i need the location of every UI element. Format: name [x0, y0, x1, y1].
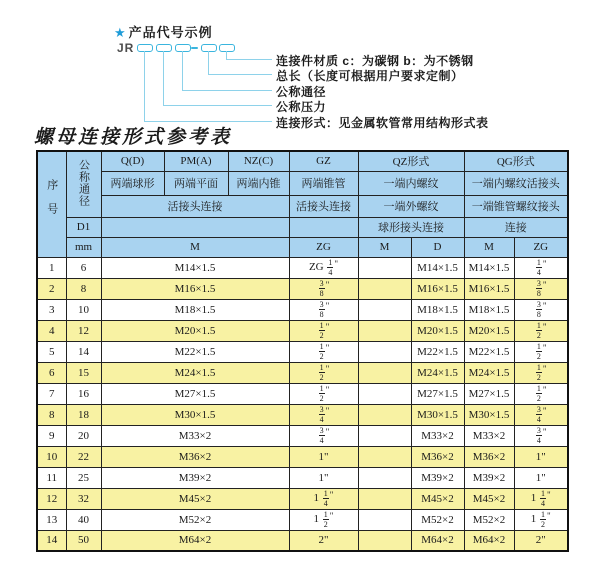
- table-row: [37, 530, 568, 551]
- qz-m-cell: [358, 425, 411, 446]
- connector-line: [182, 51, 183, 90]
- qz-d-cell: M22×1.5: [411, 341, 464, 362]
- fraction: $\frac{1}{2}$: [536, 363, 541, 382]
- header-desc-nzc: 两端内锥: [228, 171, 289, 195]
- header-unit-qz-m: M: [358, 237, 411, 257]
- m-cell: M16×1.5: [101, 278, 289, 299]
- header-dn: 公称通径: [66, 151, 101, 217]
- connector-line: [163, 105, 272, 106]
- header-group-pma: PM(A): [164, 151, 228, 171]
- qg-m-cell: M36×2: [464, 446, 514, 467]
- diagram-label-material: 连接件材质 c：为碳钢 b：为不锈钢: [276, 54, 474, 68]
- gz-cell: $\frac{1}{2}$ ": [289, 320, 358, 341]
- seq-cell: 10: [37, 446, 66, 467]
- m-cell: M27×1.5: [101, 383, 289, 404]
- connector-line: [208, 74, 272, 75]
- header-unit-qg-zg: ZG: [514, 237, 568, 257]
- seq-cell: 11: [37, 467, 66, 488]
- fraction: $\frac{1}{2}$: [319, 363, 324, 382]
- qg-m-cell: M20×1.5: [464, 320, 514, 341]
- fraction: $\frac{3}{4}$: [319, 405, 324, 424]
- seq-cell: 8: [37, 404, 66, 425]
- header-unit-zg: ZG: [289, 237, 358, 257]
- fraction: $\frac{1}{2}$: [323, 510, 328, 529]
- header-group-nzc: NZ(C): [228, 151, 289, 171]
- qz-m-cell: [358, 530, 411, 551]
- qz-m-cell: [358, 509, 411, 530]
- qz-m-cell: [358, 446, 411, 467]
- header-unit-m: M: [101, 237, 289, 257]
- qg-zg-cell: $\frac{3}{8}$ ": [514, 299, 568, 320]
- qg-m-cell: M16×1.5: [464, 278, 514, 299]
- code-box-5: [219, 44, 235, 52]
- seq-cell: 9: [37, 425, 66, 446]
- m-cell: M39×2: [101, 467, 289, 488]
- header-desc-qg: 一端内螺纹活接头: [464, 171, 568, 195]
- qz-d-cell: M27×1.5: [411, 383, 464, 404]
- code-box-1: [137, 44, 153, 52]
- m-cell: M20×1.5: [101, 320, 289, 341]
- fraction: $\frac{3}{8}$: [319, 300, 324, 319]
- dn-cell: 18: [66, 404, 101, 425]
- qg-m-cell: M24×1.5: [464, 362, 514, 383]
- table-row: [37, 467, 568, 488]
- qg-zg-cell: 2": [514, 530, 568, 551]
- header-blank-gz: [289, 217, 358, 237]
- qg-zg-cell: $\frac{1}{2}$ ": [514, 341, 568, 362]
- qz-d-cell: M39×2: [411, 467, 464, 488]
- fraction: $\frac{1}{2}$: [536, 342, 541, 361]
- table-row: [37, 299, 568, 320]
- qg-zg-cell: $\frac{3}{8}$ ": [514, 278, 568, 299]
- gz-cell: $\frac{3}{8}$ ": [289, 299, 358, 320]
- qg-zg-cell: $\frac{1}{4}$ ": [514, 257, 568, 278]
- qz-d-cell: M24×1.5: [411, 362, 464, 383]
- gz-cell: $\frac{3}{4}$ ": [289, 425, 358, 446]
- gz-cell: 1 $\frac{1}{4}$ ": [289, 488, 358, 509]
- fraction: $\frac{1}{2}$: [536, 321, 541, 340]
- m-cell: M30×1.5: [101, 404, 289, 425]
- gz-cell: 1": [289, 446, 358, 467]
- fraction: $\frac{3}{8}$: [536, 279, 541, 298]
- gz-cell: 1 $\frac{1}{2}$ ": [289, 509, 358, 530]
- qg-m-cell: M45×2: [464, 488, 514, 509]
- table-row: [37, 257, 568, 278]
- star-icon: ★: [114, 25, 127, 40]
- qz-d-cell: M18×1.5: [411, 299, 464, 320]
- qz-d-cell: M36×2: [411, 446, 464, 467]
- qz-d-cell: M64×2: [411, 530, 464, 551]
- gz-cell: $\frac{3}{8}$ ": [289, 278, 358, 299]
- table-row: [37, 404, 568, 425]
- qg-zg-cell: $\frac{1}{2}$ ": [514, 383, 568, 404]
- qz-d-cell: M33×2: [411, 425, 464, 446]
- qg-m-cell: M27×1.5: [464, 383, 514, 404]
- qz-d-cell: M14×1.5: [411, 257, 464, 278]
- table-row: [37, 509, 568, 530]
- gz-cell: ZG $\frac{1}{4}$ ": [289, 257, 358, 278]
- m-cell: M14×1.5: [101, 257, 289, 278]
- header-seq: 序号: [37, 151, 66, 257]
- code-dash: [191, 47, 198, 49]
- m-cell: M22×1.5: [101, 341, 289, 362]
- qz-m-cell: [358, 362, 411, 383]
- table-row: [37, 446, 568, 467]
- qz-m-cell: [358, 257, 411, 278]
- qz-m-cell: [358, 299, 411, 320]
- gz-cell: 1": [289, 467, 358, 488]
- gz-cell: $\frac{1}{2}$ ": [289, 362, 358, 383]
- qz-d-cell: M16×1.5: [411, 278, 464, 299]
- m-cell: M33×2: [101, 425, 289, 446]
- fraction: $\frac{1}{4}$: [323, 489, 328, 508]
- fraction: $\frac{1}{2}$: [541, 510, 546, 529]
- fraction: $\frac{3}{8}$: [319, 279, 324, 298]
- fraction: $\frac{3}{8}$: [536, 300, 541, 319]
- m-cell: M52×2: [101, 509, 289, 530]
- seq-cell: 14: [37, 530, 66, 551]
- qg-zg-cell: 1": [514, 446, 568, 467]
- qg-zg-cell: 1 $\frac{1}{2}$ ": [514, 509, 568, 530]
- diagram-label-pressure: 公称压力: [276, 100, 327, 114]
- dn-cell: 15: [66, 362, 101, 383]
- header-group-gz: GZ: [289, 151, 358, 171]
- code-box-2: [156, 44, 172, 52]
- qz-m-cell: [358, 488, 411, 509]
- fraction: $\frac{1}{4}$: [328, 258, 333, 277]
- qg-m-cell: M39×2: [464, 467, 514, 488]
- header-group-qd: Q(D): [101, 151, 164, 171]
- table-row: [37, 320, 568, 341]
- header-desc-qd: 两端球形: [101, 171, 164, 195]
- table-row: [37, 278, 568, 299]
- table-row: [37, 362, 568, 383]
- qg-m-cell: M30×1.5: [464, 404, 514, 425]
- diagram-label-connection: 连接形式：见金属软管常用结构形式表: [276, 116, 489, 130]
- seq-cell: 1: [37, 257, 66, 278]
- connector-line: [163, 51, 164, 105]
- m-cell: M24×1.5: [101, 362, 289, 383]
- dn-cell: 8: [66, 278, 101, 299]
- m-cell: M64×2: [101, 530, 289, 551]
- m-cell: M45×2: [101, 488, 289, 509]
- connector-line: [226, 59, 272, 60]
- header-conn: 连接: [464, 217, 568, 237]
- table-row: [37, 425, 568, 446]
- fraction: $\frac{3}{4}$: [536, 426, 541, 445]
- qz-m-cell: [358, 341, 411, 362]
- header-desc-qz: 一端内螺纹: [358, 171, 464, 195]
- seq-cell: 2: [37, 278, 66, 299]
- table-title: 螺母连接形式参考表: [34, 126, 233, 148]
- diagram-title: [114, 22, 213, 41]
- m-cell: M36×2: [101, 446, 289, 467]
- qg-m-cell: M18×1.5: [464, 299, 514, 320]
- gz-cell: $\frac{3}{4}$ ": [289, 404, 358, 425]
- seq-cell: 7: [37, 383, 66, 404]
- qg-zg-cell: $\frac{1}{2}$ ": [514, 362, 568, 383]
- dn-cell: 22: [66, 446, 101, 467]
- qg-m-cell: M22×1.5: [464, 341, 514, 362]
- qz-m-cell: [358, 278, 411, 299]
- dn-cell: 40: [66, 509, 101, 530]
- connector-line: [182, 90, 272, 91]
- qz-m-cell: [358, 383, 411, 404]
- dn-cell: 25: [66, 467, 101, 488]
- fraction: $\frac{1}{2}$: [536, 384, 541, 403]
- dn-cell: 10: [66, 299, 101, 320]
- header-conn-gz: 活接头连接: [289, 195, 358, 217]
- connector-line: [144, 51, 145, 121]
- dn-cell: 50: [66, 530, 101, 551]
- fraction: $\frac{3}{4}$: [319, 426, 324, 445]
- diagram-label-length: 总长（长度可根据用户要求定制）: [276, 69, 464, 83]
- qz-m-cell: [358, 404, 411, 425]
- qg-zg-cell: 1": [514, 467, 568, 488]
- code-box-4: [201, 44, 217, 52]
- table-row: [37, 488, 568, 509]
- dn-cell: 32: [66, 488, 101, 509]
- reference-table: [36, 150, 569, 552]
- qz-m-cell: [358, 467, 411, 488]
- header-mm: mm: [66, 237, 101, 257]
- diagram-label-diameter: 公称通径: [276, 85, 327, 99]
- diagram-title-text: 产品代号示例: [128, 25, 213, 40]
- qg-m-cell: M52×2: [464, 509, 514, 530]
- connector-line: [226, 51, 227, 59]
- seq-cell: 4: [37, 320, 66, 341]
- seq-cell: 3: [37, 299, 66, 320]
- header-d1: D1: [66, 217, 101, 237]
- qg-zg-cell: $\frac{3}{4}$ ": [514, 404, 568, 425]
- header-unit-qz-d: D: [411, 237, 464, 257]
- gz-cell: 2": [289, 530, 358, 551]
- code-box-3: [175, 44, 191, 52]
- qg-m-cell: M33×2: [464, 425, 514, 446]
- header-conn-qg: 一端锥管螺纹接头: [464, 195, 568, 217]
- fraction: $\frac{1}{2}$: [319, 384, 324, 403]
- header-desc-gz: 两端锥管: [289, 171, 358, 195]
- header-conn-union: 活接头连接: [101, 195, 289, 217]
- gz-cell: $\frac{1}{2}$ ": [289, 341, 358, 362]
- header-conn-qz: 一端外螺纹: [358, 195, 464, 217]
- table-row: [37, 383, 568, 404]
- qg-zg-cell: 1 $\frac{1}{4}$ ": [514, 488, 568, 509]
- fraction: $\frac{1}{2}$: [319, 321, 324, 340]
- qg-m-cell: M64×2: [464, 530, 514, 551]
- header-desc-pma: 两端平面: [164, 171, 228, 195]
- seq-cell: 6: [37, 362, 66, 383]
- qz-d-cell: M20×1.5: [411, 320, 464, 341]
- m-cell: M18×1.5: [101, 299, 289, 320]
- header-ball-conn: 球形接头连接: [358, 217, 464, 237]
- gz-cell: $\frac{1}{2}$ ": [289, 383, 358, 404]
- code-prefix: JR: [117, 41, 135, 55]
- fraction: $\frac{1}{2}$: [319, 342, 324, 361]
- qg-m-cell: M14×1.5: [464, 257, 514, 278]
- qz-m-cell: [358, 320, 411, 341]
- header-blank-left: [101, 217, 289, 237]
- fraction: $\frac{1}{4}$: [541, 489, 546, 508]
- header-group-qz: QZ形式: [358, 151, 464, 171]
- dn-cell: 6: [66, 257, 101, 278]
- qz-d-cell: M45×2: [411, 488, 464, 509]
- seq-cell: 12: [37, 488, 66, 509]
- dn-cell: 20: [66, 425, 101, 446]
- dn-cell: 14: [66, 341, 101, 362]
- header-unit-qg-m: M: [464, 237, 514, 257]
- qg-zg-cell: $\frac{3}{4}$ ": [514, 425, 568, 446]
- table-row: [37, 341, 568, 362]
- seq-cell: 13: [37, 509, 66, 530]
- seq-cell: 5: [37, 341, 66, 362]
- qz-d-cell: M52×2: [411, 509, 464, 530]
- fraction: $\frac{1}{4}$: [536, 258, 541, 277]
- dn-cell: 16: [66, 383, 101, 404]
- connector-line: [208, 51, 209, 74]
- qg-zg-cell: $\frac{1}{2}$ ": [514, 320, 568, 341]
- fraction: $\frac{3}{4}$: [536, 405, 541, 424]
- dn-cell: 12: [66, 320, 101, 341]
- header-group-qg: QG形式: [464, 151, 568, 171]
- qz-d-cell: M30×1.5: [411, 404, 464, 425]
